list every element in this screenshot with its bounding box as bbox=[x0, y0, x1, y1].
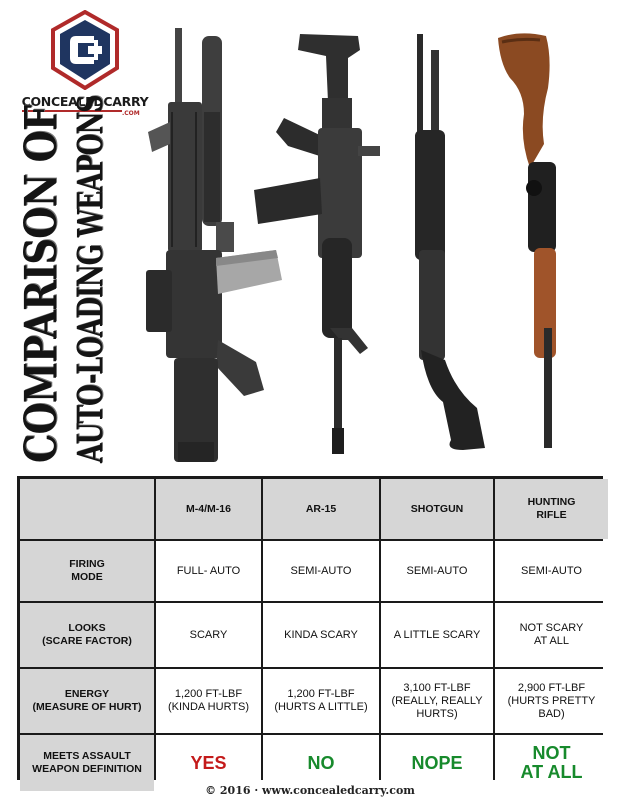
shotgun-image bbox=[405, 30, 495, 460]
shield-logo-icon bbox=[50, 10, 120, 90]
column-header: M-4/M-16 bbox=[156, 479, 261, 539]
title-line-2: AUTO-LOADING WEAPONS bbox=[70, 95, 111, 464]
table-corner bbox=[20, 479, 154, 539]
row-header: LOOKS (SCARE FACTOR) bbox=[20, 603, 154, 667]
copyright-footer: © 2016 · www.concealedcarry.com bbox=[205, 784, 415, 797]
table-cell: SEMI-AUTO bbox=[381, 541, 493, 601]
table-cell: KINDA SCARY bbox=[263, 603, 379, 667]
title-line-1: COMPARISON OF bbox=[16, 105, 67, 463]
row-header: ENERGY (MEASURE OF HURT) bbox=[20, 669, 154, 733]
ar15-rifle-image bbox=[248, 28, 393, 458]
table-cell: SEMI-AUTO bbox=[263, 541, 379, 601]
table-cell: FULL- AUTO bbox=[156, 541, 261, 601]
table-cell: NO bbox=[263, 735, 379, 791]
hunting-rifle-image bbox=[490, 28, 580, 453]
table-cell: 2,900 FT-LBF (HURTS PRETTY BAD) bbox=[495, 669, 608, 733]
table-cell: A LITTLE SCARY bbox=[381, 603, 493, 667]
logo-wordmark: CONCEALEDCARRY bbox=[21, 94, 149, 109]
table-cell: NOT AT ALL bbox=[495, 735, 608, 791]
table-cell: SEMI-AUTO bbox=[495, 541, 608, 601]
table-cell: 1,200 FT-LBF (HURTS A LITTLE) bbox=[263, 669, 379, 733]
table-cell: 3,100 FT-LBF (REALLY, REALLY HURTS) bbox=[381, 669, 493, 733]
table-cell: NOT SCARY AT ALL bbox=[495, 603, 608, 667]
comparison-table bbox=[17, 476, 603, 780]
column-header: AR-15 bbox=[263, 479, 379, 539]
row-header: MEETS ASSAULT WEAPON DEFINITION bbox=[20, 735, 154, 791]
logo-dotcom: .COM bbox=[122, 110, 140, 117]
table-cell: YES bbox=[156, 735, 261, 791]
column-header: HUNTING RIFLE bbox=[495, 479, 608, 539]
table-cell: SCARY bbox=[156, 603, 261, 667]
row-header: FIRING MODE bbox=[20, 541, 154, 601]
column-header: SHOTGUN bbox=[381, 479, 493, 539]
table-cell: 1,200 FT-LBF (KINDA HURTS) bbox=[156, 669, 261, 733]
table-cell: NOPE bbox=[381, 735, 493, 791]
